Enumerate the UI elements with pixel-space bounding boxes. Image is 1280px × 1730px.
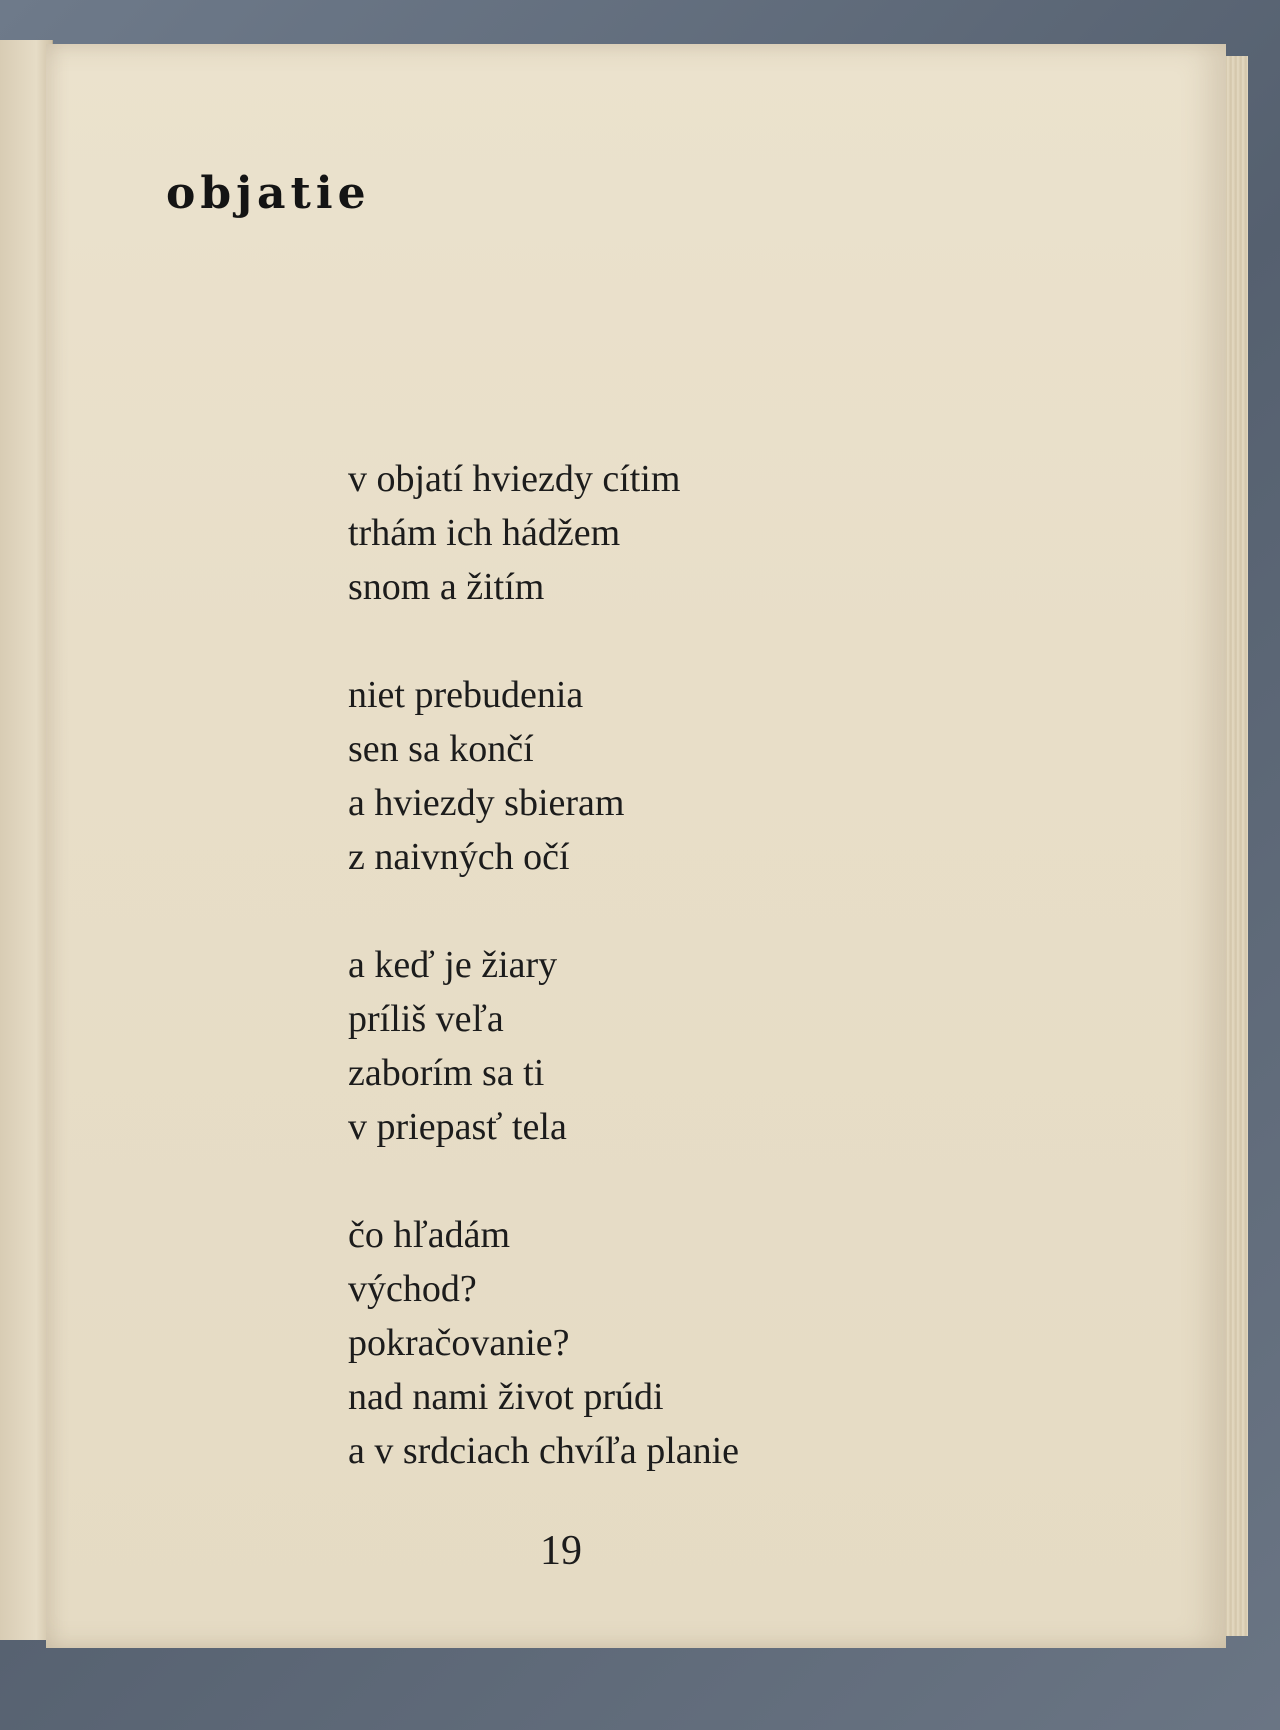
poem-line: sen sa končí: [348, 728, 534, 770]
poem-line: príliš veľa: [348, 998, 504, 1040]
poem-line: v priepasť tela: [348, 1106, 567, 1148]
poem-line: a keď je žiary: [348, 944, 558, 986]
stanza-3: [348, 938, 739, 1154]
poem-line: z naivných očí: [348, 836, 570, 878]
poem-line: snom a žitím: [348, 566, 545, 608]
poem-line: a hviezdy sbieram: [348, 782, 625, 824]
stanza-4: [348, 1208, 739, 1478]
poem-line: pokračovanie?: [348, 1322, 570, 1364]
poem-line: a v srdciach chvíľa planie: [348, 1430, 740, 1472]
poem-body: [348, 452, 739, 1478]
stanza-2: [348, 668, 739, 884]
poem-line: trhám ich hádžem: [348, 512, 621, 554]
poem-line: niet prebudenia: [348, 674, 584, 716]
poem-line: zaborím sa ti: [348, 1052, 545, 1094]
poem-line: čo hľadám: [348, 1214, 511, 1256]
page-number: 19: [540, 1528, 582, 1574]
poem-line: v objatí hviezdy cítim: [348, 458, 681, 500]
stanza-1: [348, 452, 739, 614]
poem-line: východ?: [348, 1268, 477, 1310]
poem-line: nad nami život prúdi: [348, 1376, 664, 1418]
poem-title: objatie: [166, 168, 371, 219]
